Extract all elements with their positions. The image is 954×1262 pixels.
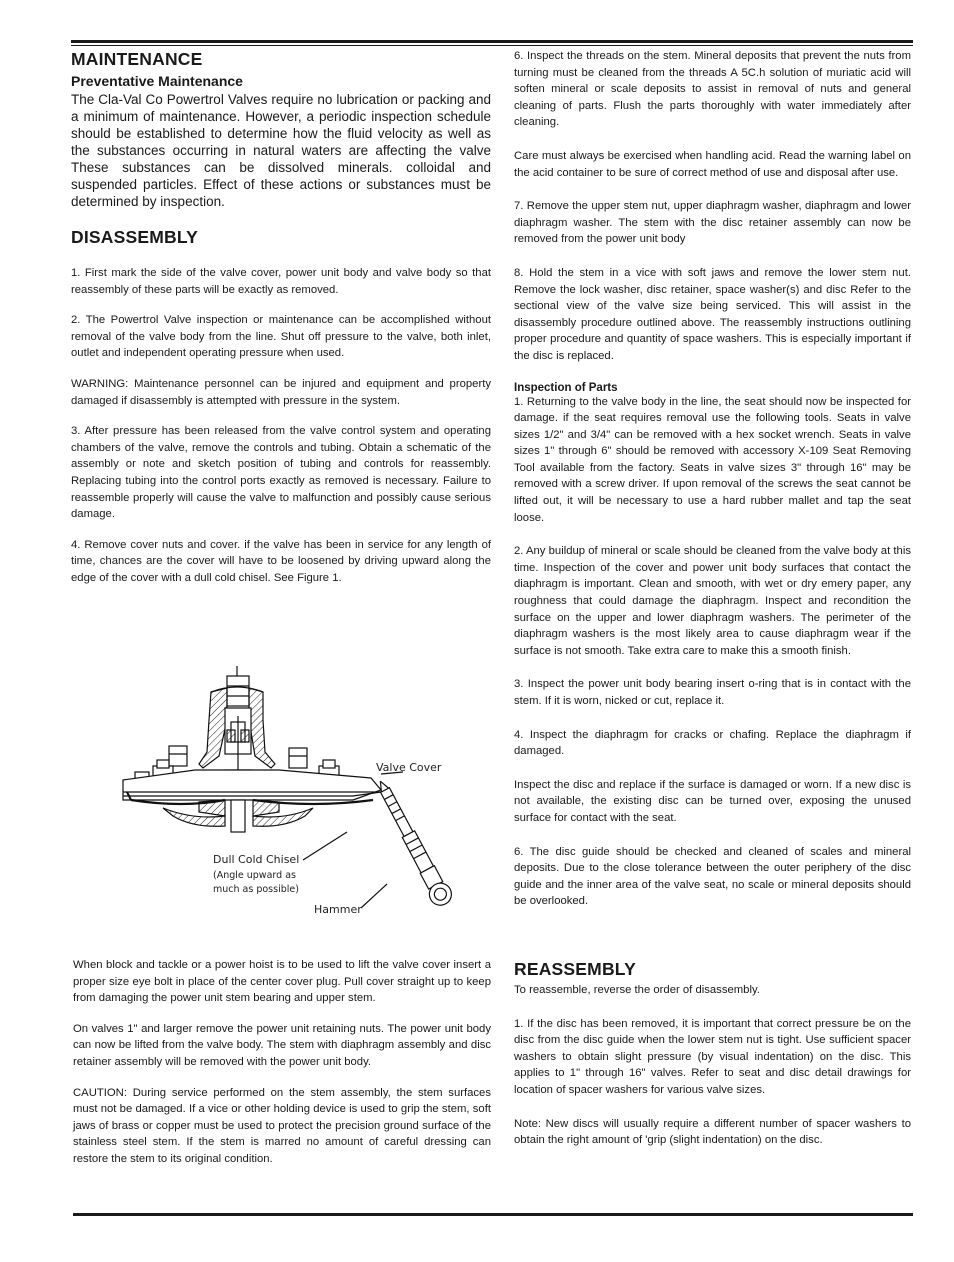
disassembly-heading: DISASSEMBLY (71, 227, 198, 247)
label-dull-cold-chisel: Dull Cold Chisel (213, 853, 300, 866)
disassembly-step-1: 1. First mark the side of the valve cover, power unit body and valve body so that reassembly of these parts will be exactly as removed. (71, 267, 491, 296)
warning-text: WARNING: Maintenance personnel can be injured and equipment and property damaged if disassembly is attempted with pressure in the system. (71, 377, 491, 407)
inspection-heading: Inspection of Parts (514, 381, 618, 394)
acid-warning: Care must always be exercised when handling acid. Read the warning label on the acid container to be sure of correct method of use and disposal after use. (514, 149, 911, 179)
step-8-vice: 8. Hold the stem in a vice with soft jaws and remove the lower stem nut. Remove the lock washer, disc retainer, space washer(s) and disc Refer to the sectional view of the valve size being serviced. This will assist in the disassembly procedure outlined above. The reassembly instructions outlining proper procedure and quantity of space washers. This is especially important if the disc is replaced. (514, 266, 911, 362)
inspection-step-3: 3. Inspect the power unit body bearing insert o-ring that is in contact with the stem. If it is worn, nicked or cut, replace it. (514, 678, 911, 707)
bottom-rule (73, 1213, 913, 1216)
step-6-threads: 6. Inspect the threads on the stem. Mineral deposits that prevent the nuts from turning must be cleaned from the threads A 5C.h solution of muriatic acid will soften mineral or scale deposits to assist in removal of nuts and general cleaning of parts. Flush the parts thoroughly with water immediately after cleaning. (514, 50, 911, 129)
label-hammer: Hammer (314, 903, 362, 916)
label-chisel-note-1: (Angle upward as (213, 870, 296, 881)
label-valve-cover: Valve Cover (376, 761, 442, 774)
disassembly-step-3: 3. After pressure has been released from the valve control system and operating chambers of the valve, remove the controls and tubing. Obtain a schematic of the assembly or note and sketch position of tubing and controls for reassembly. Replacing tubing into the control ports exactly as removed is necessary. Failure to reassemble properly will cause the valve to malfunction and possibly cause serious damage. (71, 425, 491, 521)
maintenance-heading: MAINTENANCE (71, 49, 203, 69)
inspection-step-2: 2. Any buildup of mineral or scale should be cleaned from the valve body at this time. Inspection of the cover and power unit body surfaces that contact the diaphragm is important. Clean and smooth, with wet or dry emery paper, any roughness that could damage the diaphragm. Inspect and recondition the surface on the upper and lower diaphragm washers. The perimeter of the diaphragm washers is the most likely area to cause diaphragm wear if the surface is not smooth. Take extra care to make this a smooth finish. (514, 545, 911, 657)
reassembly-heading: REASSEMBLY (514, 958, 636, 979)
left-column (71, 48, 491, 587)
preventative-heading: Preventative Maintenance (71, 73, 243, 89)
disassembly-step-2: 2. The Powertrol Valve inspection or maintenance can be accomplished without removal of the valve body from the line. Shut off pressure to the valve, both inlet, outlet and independent operating pressure when used. (71, 314, 491, 360)
label-chisel-note-2: much as possible) (213, 884, 299, 895)
preventative-text: The Cla-Val Co Powertrol Valves require no lubrication or packing and a minimum of maintenance. However, a periodic inspection schedule should be established to determine how the fluid velocity as well as the substances occurring in natural waters are affecting the valve These substances can be dissolved minerals. colloidal and suspended particles. Effect of these actions or substances must be determined by inspection. (71, 92, 491, 209)
hoist-text: When block and tackle or a power hoist is to be used to lift the valve cover insert a proper size eye bolt in place of the center cover plug. Pull cover straight up to keep from damaging the power unit stem bearing and upper stem. (73, 959, 491, 1005)
top-rule-thin (71, 45, 913, 46)
inspection-step-4: 4. Inspect the diaphragm for cracks or chafing. Replace the diaphragm if damaged. (514, 728, 911, 758)
caution-text: CAUTION: During service performed on the stem assembly, the stem surfaces must not be damaged. If a vice or other holding device is used to grip the stem, soft jaws of brass or copper must be used to protect the precision ground surface of the stainless steel stem. If the stem is marred no amount of careful dressing can restore the stem to its original condition. (73, 1086, 491, 1165)
left-column-bottom (73, 957, 491, 1168)
reassembly-intro: To reassemble, reverse the order of disassembly. (514, 983, 760, 996)
right-column (514, 48, 911, 1149)
inspection-step-1: 1. Returning to the valve body in the line, the seat should now be inspected for damage. if the seat requires removal use the following tools. Seats in valve sizes 1/2" and 3/4" can be removed with a hex socket wrench. Seats in valve sizes 1" through 6" should be removed with accessory X-109 Seat Removing Tool available from the factory. Seats in valve sizes 3" through 16" may be removed with a screw driver. If upon removal of the screws the seat cannot be lifted out, it will be necessary to use a hard rubber mallet and tap the seat loose. (514, 395, 911, 524)
step-7-stem-nut: 7. Remove the upper stem nut, upper diaphragm washer, diaphragm and lower diaphragm washer. The stem with the disc retainer assembly can now be removed from the power unit body (514, 200, 911, 246)
retaining-nuts-text: On valves 1" and larger remove the power unit retaining nuts. The power unit body can now be lifted from the valve body. The stem with diaphragm assembly and disc retainer assembly will be removed with the power unit body. (73, 1022, 491, 1068)
top-rule (71, 40, 913, 43)
inspection-disc: Inspect the disc and replace if the surface is damaged or worn. If a new disc is not available, the existing disc can be turned over, exposing the unused surface for contact with the seat. (514, 778, 911, 824)
figure-valve-cover-removal (103, 660, 483, 925)
inspection-step-6: 6. The disc guide should be checked and cleaned of scales and mineral deposits. Due to the close tolerance between the outer periphery of the disc guide and the inner area of the valve seat, no scale or mineral deposits should be overlooked. (514, 845, 911, 908)
reassembly-step-1: 1. If the disc has been removed, it is important that correct pressure be on the disc from the disc guide when the lower stem nut is tight. Use sufficient spacer washers to obtain slight pressure (by visual indentation) on the disc. This applies to 1" through 16" valves. Refer to seat and disc detail drawings for location of spacer washers for various valve sizes. (514, 1017, 911, 1096)
reassembly-note: Note: New discs will usually require a different number of spacer washers to obtain the right amount of 'grip (slight indentation) on the disc. (514, 1117, 911, 1147)
disassembly-step-4: 4. Remove cover nuts and cover. if the valve has been in service for any length of time, chances are the cover will have to be loosened by driving upward along the edge of the cover with a dull cold chisel. See Figure 1. (71, 538, 491, 584)
